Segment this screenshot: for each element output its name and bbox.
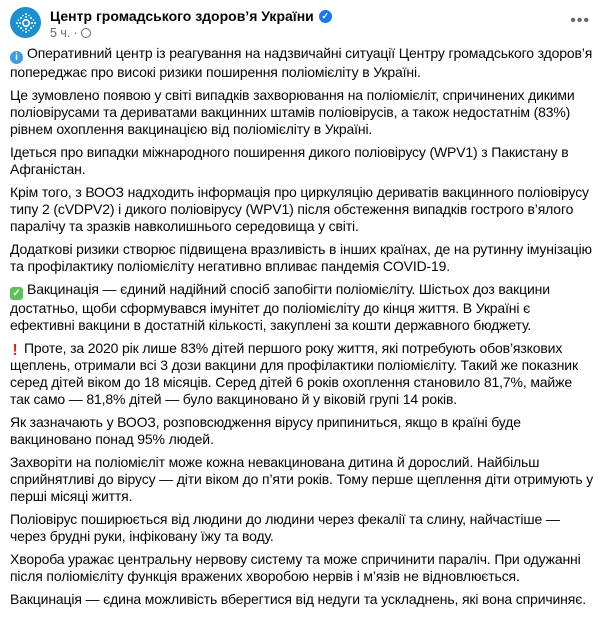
paragraph-text: Хвороба уражає центральну нервову систему та може спричинити параліч. При одужанні після поліомієліту функція вражених хворобою нервів і м’язів не відновлюється. (10, 551, 581, 584)
post-paragraph (10, 511, 594, 545)
verified-badge-icon: ✓ (319, 10, 332, 23)
post-paragraph (10, 87, 594, 138)
more-options-button[interactable]: ••• (570, 12, 590, 29)
post-paragraph (10, 184, 594, 235)
post-header (0, 0, 604, 45)
paragraph-text: Крім того, з ВООЗ надходить інформація про циркуляцію дериватів вакцинного поліовірусу типу 2 (cVDPV2) і дикого поліовірусу (WPV1) після обстеження випадків гострого в’ялого паралічу та зразків навколишнього середовища у світі. (10, 184, 589, 234)
post-paragraph (10, 340, 594, 408)
paragraph-text: Вакцинація — єдина можливість вберегтися від недуги та ускладнень, які вона спричиняє. (10, 591, 586, 607)
check-mark-icon: ✓ (10, 287, 23, 300)
post-paragraph (10, 241, 594, 275)
post-paragraph (10, 454, 594, 505)
post-paragraph (10, 551, 594, 585)
info-icon: i (10, 51, 23, 64)
meta-separator: · (73, 26, 78, 40)
paragraph-text: Оперативний центр із реагування на надзвичайні ситуації Центру громадського здоров’я попереджає про високі ризики поширення поліомієліту в Україні. (10, 45, 593, 80)
paragraph-text: Вакцинація — єдиний надійний спосіб запобігти поліомієліту. Шістьох доз вакцини достатньо, щоби сформувався імунітет до поліомієліту до кінця життя. В Україні є ефективні вакцини в достатній кількості, закуплені за кошти державного бюджету. (10, 281, 550, 333)
paragraph-text: Захворіти на поліомієліт може кожна невакцинована дитина й дорослий. Найбільш сприйнятливі до вірусу — діти віком до п’яти років. Тому перше щеплення діти отримують у перші місяці життя. (10, 454, 594, 504)
paragraph-text: Додаткові ризики створює підвищена вразливість в інших країнах, де на рутинну імунізацію та профілактику поліомієліту негативно впливає пандемія COVID-19. (10, 241, 592, 274)
paragraph-text: Поліовірус поширюється від людини до людини через фекалії та слину, найчастіше — через брудні руки, інфіковану їжу та воду. (10, 511, 560, 544)
post-meta (50, 26, 91, 40)
post-paragraph (10, 45, 594, 81)
post-paragraph (10, 144, 594, 178)
logo-icon (14, 11, 38, 35)
paragraph-text: Ідеться про випадки міжнародного поширення дикого поліовірусу (WPV1) з Пакистану в Афганістан. (10, 144, 569, 177)
post-paragraph (10, 591, 594, 608)
page-avatar[interactable] (10, 7, 41, 38)
post-paragraph (10, 281, 594, 334)
paragraph-text: Як зазначають у ВООЗ, розповсюдження вірусу припиниться, якщо в країні буде вакциновано понад 95% людей. (10, 414, 521, 447)
globe-icon (81, 28, 91, 38)
post-time[interactable]: 5 ч. (50, 26, 71, 40)
author-name[interactable] (50, 8, 332, 24)
post-body (0, 45, 604, 608)
author-name-text[interactable]: Центр громадського здоров’я України (50, 8, 314, 24)
paragraph-text: Проте, за 2020 рік лише 83% дітей першого року життя, які потребують обов’язкових щеплень, отримали всі 3 дози вакцини для профілактики поліомієліту. Такий же показник серед дітей віком до 18 місяців. Серед дітей 6 років охоплення становило 81,7%, майже так само — 81,8% дітей — було вакциновано й у віковій групі 14 років. (10, 340, 578, 407)
exclamation-icon: ! (12, 342, 18, 359)
post-paragraph (10, 414, 594, 448)
paragraph-text: Це зумовлено появою у світі випадків захворювання на поліомієліт, спричинених дикими поліовірусами та дериватами вакцинних штамів поліовірусів, а також недостатнім (83%) рівнем охоплення вакцинацією від поліомієліту в Україні. (10, 87, 575, 137)
